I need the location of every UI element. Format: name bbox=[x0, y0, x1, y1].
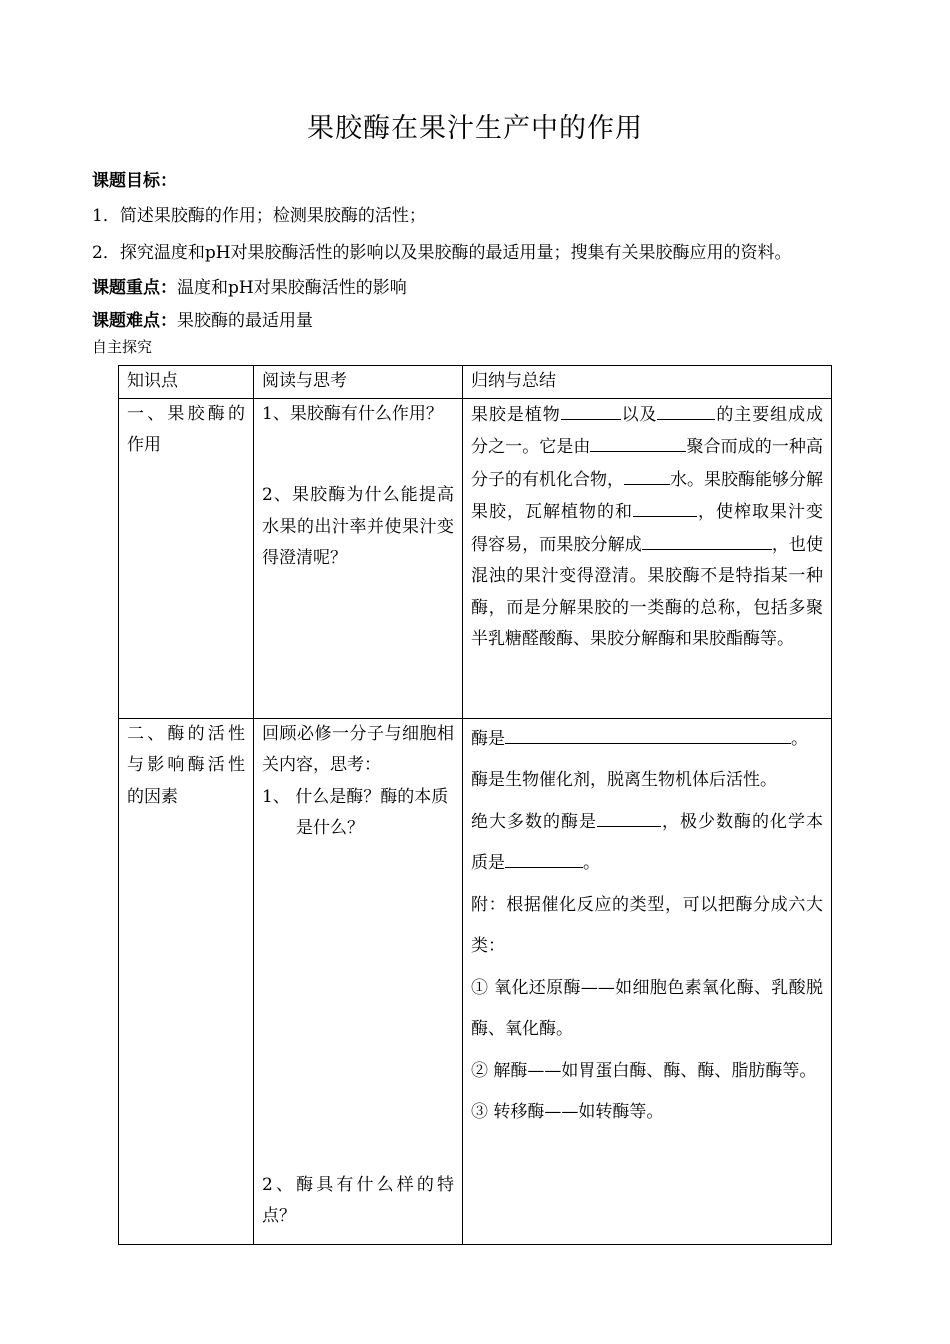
header-reading: 阅读与思考 bbox=[254, 366, 463, 399]
blank-field[interactable] bbox=[597, 806, 661, 827]
row1-question-1: 1、果胶酶有什么作用？ bbox=[262, 403, 443, 424]
row1-summary-text: 以及 bbox=[620, 404, 658, 425]
row2-summary-text: 酶是 bbox=[471, 728, 505, 749]
blank-field[interactable] bbox=[657, 399, 715, 420]
row2-summary-text: ③ 转移酶——如转酶等。 bbox=[471, 1102, 664, 1122]
row2-topic: 二、酶的活性与影响酶活性的因素 bbox=[119, 718, 254, 1244]
row2-question-2: 2、酶具有什么样的特点？ bbox=[262, 1174, 454, 1226]
row1-summary-text: 果胶是植物 bbox=[471, 404, 561, 425]
key-point-label: 课题重点： bbox=[92, 278, 177, 298]
row2-summary-text: 附：根据催化反应的类型，可以把酶分成六大类： bbox=[471, 894, 823, 956]
row1-summary bbox=[463, 398, 832, 718]
table-row bbox=[119, 398, 832, 718]
blank-field[interactable] bbox=[505, 847, 583, 868]
row2-questions bbox=[254, 718, 463, 1244]
table-row bbox=[119, 718, 832, 1244]
blank-field[interactable] bbox=[633, 496, 697, 517]
difficulty-text: 果胶酶的最适用量 bbox=[177, 311, 313, 331]
row2-summary-text: 酶是生物催化剂，脱离生物机体后活性。 bbox=[471, 770, 777, 790]
study-table bbox=[118, 365, 832, 1245]
blank-field[interactable] bbox=[505, 723, 791, 744]
row2-summary-text: 。 bbox=[791, 728, 808, 749]
blank-field[interactable] bbox=[561, 399, 621, 420]
key-point-text: 温度和pH对果胶酶活性的影响 bbox=[177, 278, 407, 298]
row1-question-2: 2、果胶酶为什么能提高水果的出汁率并使果汁变得澄清呢？ bbox=[262, 485, 454, 568]
row2-summary-text: 绝大多数的酶是 bbox=[471, 811, 597, 832]
row1-questions bbox=[254, 398, 463, 718]
key-point bbox=[92, 273, 407, 298]
difficulty-label: 课题难点： bbox=[92, 311, 177, 331]
row1-topic: 一、果胶酶的作用 bbox=[119, 398, 254, 718]
difficulty bbox=[92, 306, 313, 331]
row1-summary-text: 水。果胶酶能够分解果胶，瓦解植物的和 bbox=[471, 469, 823, 522]
blank-field[interactable] bbox=[590, 431, 686, 452]
row1-summary-text: ，也使混浊的果汁变得澄清。果胶酶不是特指某一种酶，而是分解果胶的一类酶的总称，包括多聚半乳糖醛酸酶、果胶分解酶和果胶酯酶等。 bbox=[471, 534, 824, 649]
row2-summary-text: ② 解酶——如胃蛋白酶、酶、酶、脂肪酶等。 bbox=[471, 1060, 817, 1081]
row2-summary-text: 。 bbox=[583, 853, 600, 873]
row1-summary-text: ，使榨取果汁变得容易，而果胶分解成 bbox=[471, 502, 823, 555]
row2-summary bbox=[463, 718, 832, 1244]
page-title: 果胶酶在果汁生产中的作用 bbox=[307, 113, 643, 144]
section-intro: 自主探究 bbox=[92, 338, 153, 356]
table-header-row bbox=[119, 366, 832, 399]
objective-item-1: 1．简述果胶酶的作用；检测果胶酶的活性； bbox=[92, 206, 426, 226]
header-summary: 归纳与总结 bbox=[463, 366, 832, 399]
objectives-label: 课题目标： bbox=[92, 171, 177, 191]
row1-summary-text: 聚合而成的一种高分子的有机化合物， bbox=[471, 437, 824, 490]
blank-field[interactable] bbox=[624, 464, 670, 485]
row2-summary-text: ，极少数酶的化学本质是 bbox=[471, 811, 823, 873]
row2-question-1: 1、 什么是酶？酶的本质是什么？ bbox=[262, 786, 449, 838]
row2-summary-text: ① 氧化还原酶——如细胞色素氧化酶、乳酸脱酶、氧化酶。 bbox=[471, 977, 823, 1039]
objective-item-2: 2．探究温度和pH对果胶酶活性的影响以及果胶酶的最适用量；搜集有关果胶酶应用的资料。 bbox=[92, 243, 792, 263]
header-topic: 知识点 bbox=[119, 366, 254, 399]
blank-field[interactable] bbox=[642, 529, 772, 550]
row2-intro: 回顾必修一分子与细胞相关内容，思考： bbox=[262, 723, 454, 775]
row1-summary-text: 的主要组成成分之一。它是由 bbox=[471, 404, 824, 457]
